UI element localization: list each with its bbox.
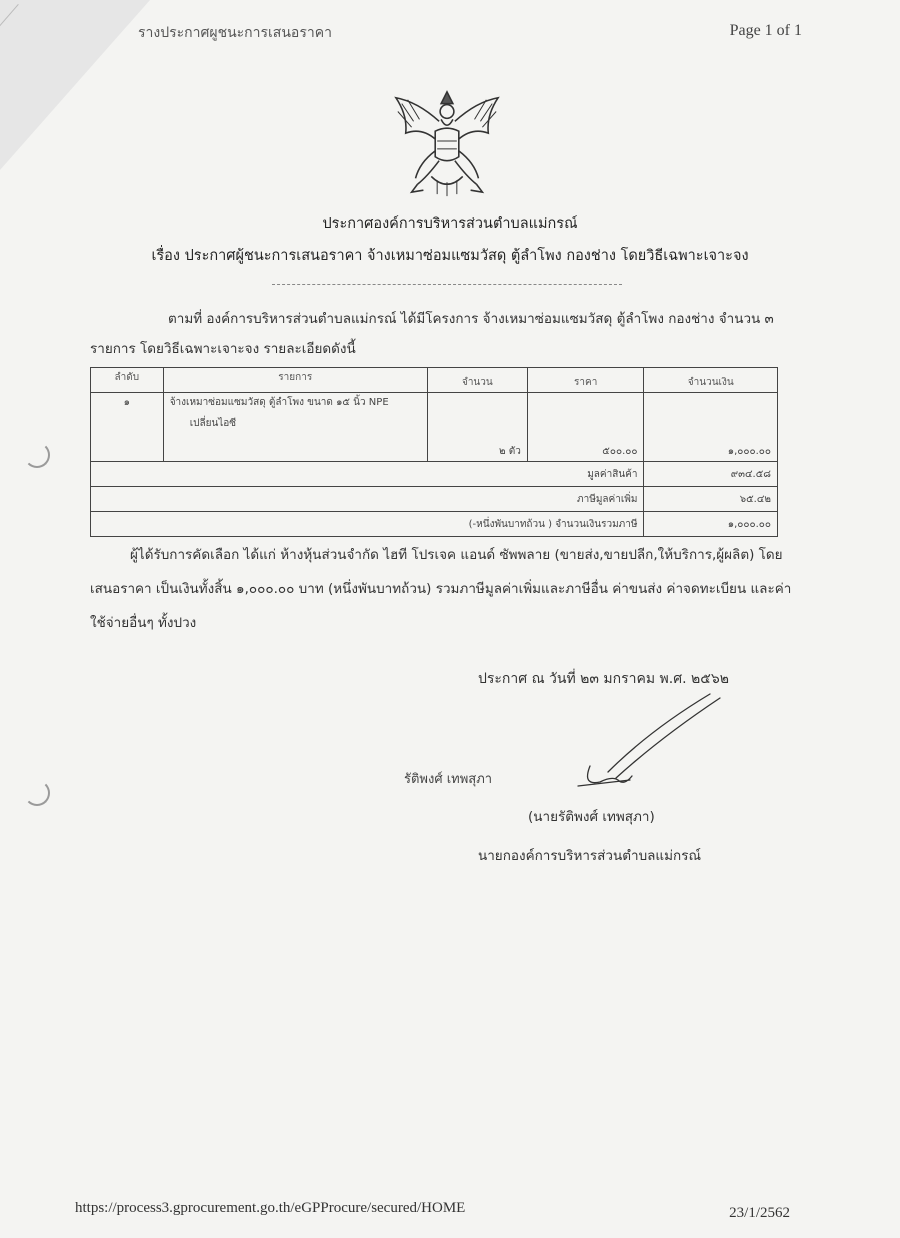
divider bbox=[272, 284, 622, 285]
summary-row-total bbox=[91, 512, 778, 537]
folded-corner bbox=[0, 0, 150, 170]
print-header-title: รางประกาศผูชนะการเสนอราคา bbox=[138, 25, 332, 41]
header-quantity: จำนวน bbox=[427, 368, 527, 393]
item-quantity: ๒ ตัว bbox=[427, 393, 527, 462]
item-amount: ๑,๐๐๐.๐๐ bbox=[644, 393, 778, 462]
signer-position: นายกองค์การบริหารส่วนตำบลแม่กรณ์ bbox=[478, 848, 701, 864]
signer-name: (นายรัติพงศ์ เทพสุภา) bbox=[528, 809, 655, 825]
announcement-subject: เรื่อง ประกาศผู้ชนะการเสนอราคา จ้างเหมาซ่อมแซมวัสดุ ตู้ลำโพง กองช่าง โดยวิธีเฉพาะเจาะจง bbox=[151, 248, 749, 264]
header-no: ลำดับ bbox=[91, 368, 164, 393]
header-amount: จำนวนเงิน bbox=[644, 368, 778, 393]
summary-row-goods-value bbox=[91, 462, 778, 487]
item-desc-main: จ้างเหมาซ่อมแซมวัสดุ ตู้ลำโพง ขนาด ๑๕ นิ้ว NPE bbox=[169, 397, 389, 408]
announcement-organization: ประกาศองค์การบริหารส่วนตำบลแม่กรณ์ bbox=[322, 216, 578, 232]
item-description bbox=[163, 393, 427, 462]
summary-label: (-หนึ่งพันบาทถ้วน ) จำนวนเงินรวมภาษี bbox=[91, 512, 644, 537]
item-no: ๑ bbox=[91, 393, 164, 462]
header-item: รายการ bbox=[163, 368, 427, 393]
item-desc-sub: เปลี่ยนไอซี bbox=[189, 418, 237, 429]
footer-date: 23/1/2562 bbox=[729, 1205, 790, 1221]
handwritten-signature bbox=[560, 690, 760, 800]
summary-label: ภาษีมูลค่าเพิ่ม bbox=[91, 487, 644, 512]
table-header-row bbox=[91, 368, 778, 393]
announce-date: ประกาศ ณ วันที่ ๒๓ มกราคม พ.ศ. ๒๕๖๒ bbox=[478, 671, 729, 687]
items-table bbox=[90, 367, 778, 537]
table-row bbox=[91, 393, 778, 462]
summary-label: มูลค่าสินค้า bbox=[91, 462, 644, 487]
signer-text: รัติพงศ์ เทพสุภา bbox=[404, 772, 493, 787]
punch-hole bbox=[24, 780, 50, 806]
summary-value: ๖๕.๔๒ bbox=[644, 487, 778, 512]
garuda-emblem-icon bbox=[388, 82, 506, 200]
summary-value: ๑,๐๐๐.๐๐ bbox=[644, 512, 778, 537]
award-paragraph: ผู้ได้รับการคัดเลือก ได้แก่ ห้างหุ้นส่วนจำกัด ไฮที โปรเจค แอนด์ ซัพพลาย (ขายส่ง,ขายปลีก,ให้บริการ,ผู้ผลิต) โดยเสนอราคา เป็นเงินทั้งสิ้น ๑,๐๐๐.๐๐ บาท (หนึ่งพันบาทถ้วน) รวมภาษีมูลค่าเพิ่มและภาษีอื่น ค่าขนส่ง ค่าจดทะเบียน และค่าใช้จ่ายอื่นๆ ทั้งปวง bbox=[90, 547, 792, 631]
intro-paragraph: ตามที่ องค์การบริหารส่วนตำบลแม่กรณ์ ได้มีโครงการ จ้างเหมาซ่อมแซมวัสดุ ตู้ลำโพง กองช่าง จำนวน ๓ รายการ โดยวิธีเฉพาะเจาะจง รายละเอียดดังนี้ bbox=[90, 311, 774, 357]
page-number: Page 1 of 1 bbox=[729, 22, 802, 39]
punch-hole bbox=[24, 442, 50, 468]
header-price: ราคา bbox=[527, 368, 644, 393]
summary-row-vat bbox=[91, 487, 778, 512]
summary-value: ๙๓๔.๕๘ bbox=[644, 462, 778, 487]
footer-url: https://process3.gprocurement.go.th/eGPProcure/secured/HOME bbox=[75, 1200, 466, 1216]
item-price: ๕๐๐.๐๐ bbox=[527, 393, 644, 462]
